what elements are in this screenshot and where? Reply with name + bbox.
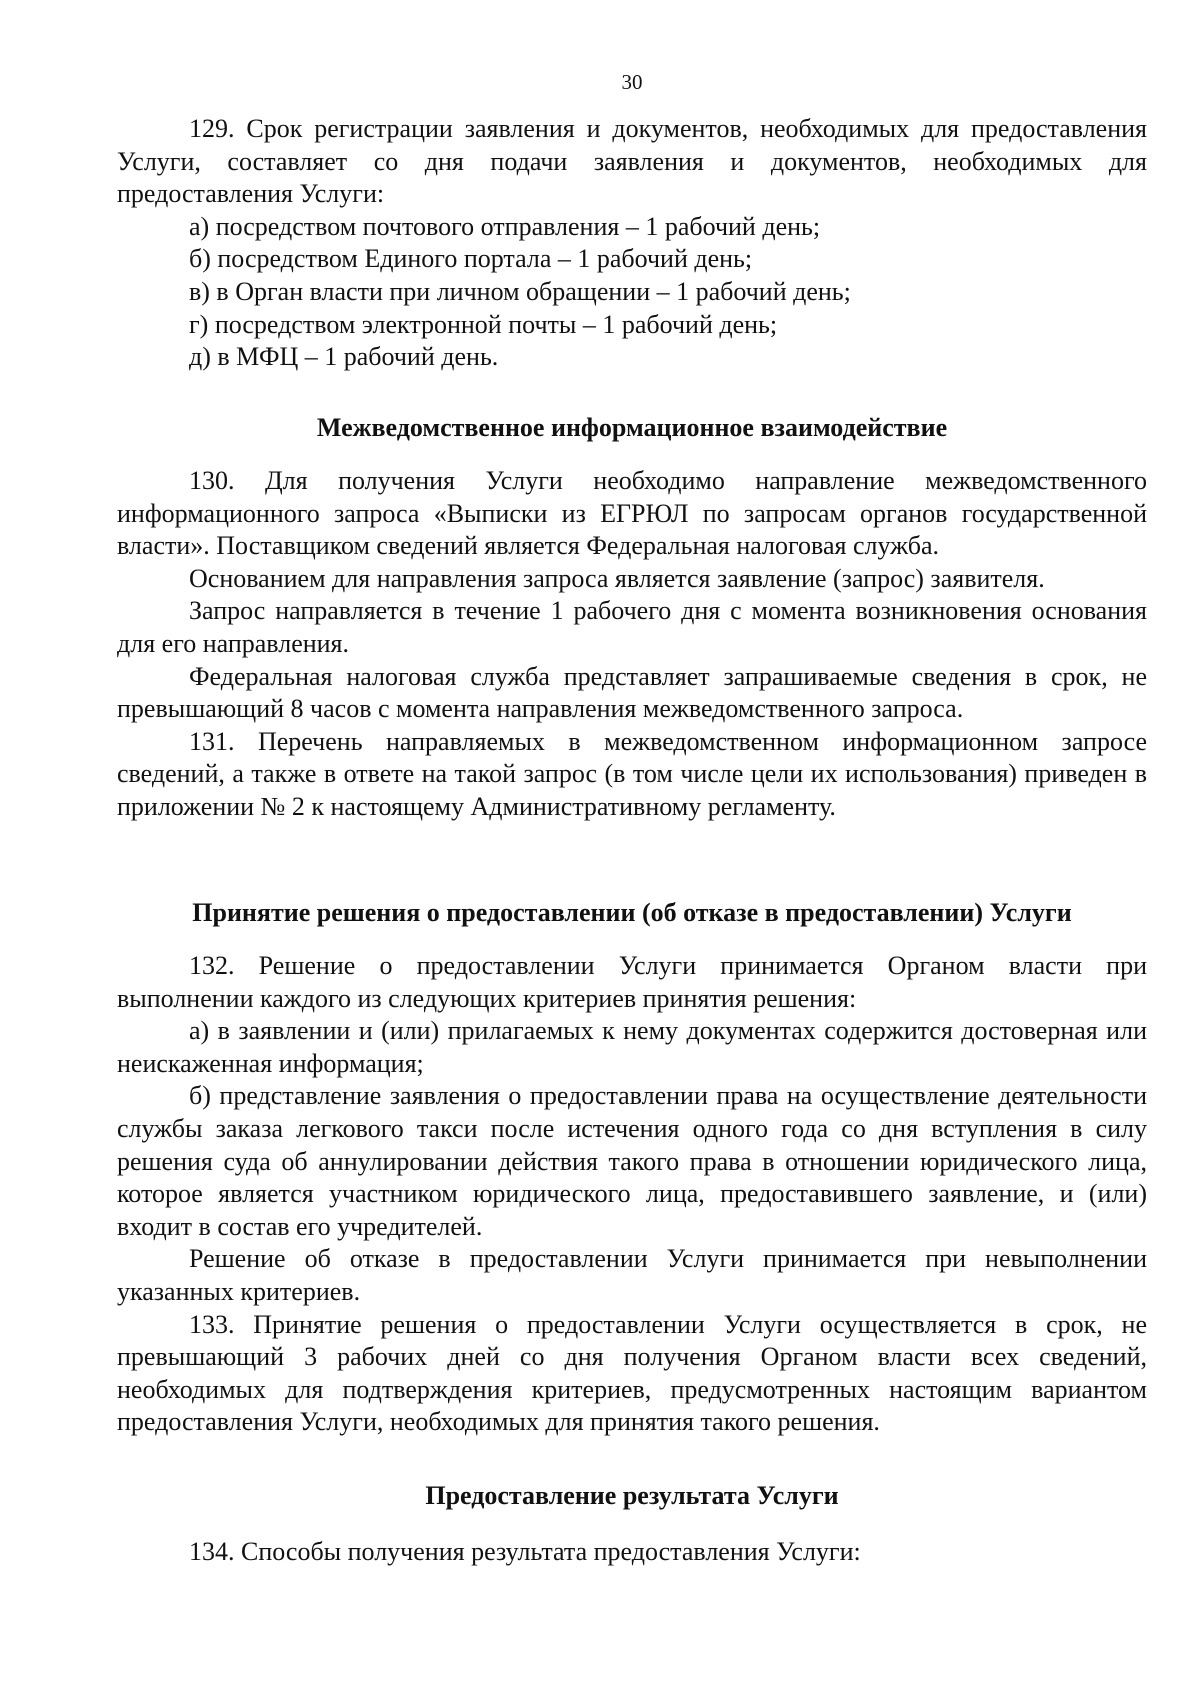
section-interagency-body xyxy=(117,465,1147,824)
paragraph-basis: Основанием для направления запроса является заявление (запрос) заявителя. xyxy=(189,563,1045,593)
paragraph-fns: Федеральная налоговая служба представляет запрашиваемые сведения в срок, не превышающий 8 часов с момента направления межведомственного запроса. xyxy=(117,661,1147,724)
paragraph-refusal: Решение об отказе в предоставлении Услуги принимается при невыполнении указанных критериев. xyxy=(117,1244,1147,1306)
list-item-a: а) посредством почтового отправления – 1 рабочий день; xyxy=(189,211,821,241)
paragraph-133: 133. Принятие решения о предоставлении Услуги осуществляется в срок, не превышающий 3 рабочих дней со дня получения Органом власти всех сведений, необходимых для подтверждения критериев, предусмотренных настоящим вариантом предоставления Услуги, необходимых для принятия такого решения. xyxy=(117,1309,1147,1437)
paragraph-134-block xyxy=(117,1536,1147,1569)
section-heading-interagency: Межведомственное информационное взаимодействие xyxy=(316,413,948,442)
paragraph-129-block xyxy=(117,113,1147,374)
paragraph-130: 130. Для получения Услуги необходимо направление межведомственного информационного запроса «Выписки из ЕГРЮЛ по запросам органов государственной власти». Поставщиком сведений является Федеральная налоговая служба. xyxy=(117,466,1147,561)
criterion-a: а) в заявлении и (или) прилагаемых к нему документах содержится достоверная или неискаженная информация; xyxy=(117,1016,1147,1078)
section-decision-body xyxy=(117,950,1147,1439)
section-heading-decision: Принятие решения о предоставлении (об отказе в предоставлении) Услуги xyxy=(192,898,1072,927)
list-item-d: д) в МФЦ – 1 рабочий день. xyxy=(189,342,499,372)
paragraph-132: 132. Решение о предоставлении Услуги принимается Органом власти при выполнении каждого из следующих критериев принятия решения: xyxy=(117,951,1147,1013)
page-number: 30 xyxy=(621,70,643,94)
list-item-g: г) посредством электронной почты – 1 рабочий день; xyxy=(189,309,778,339)
criterion-b: б) представление заявления о предоставлении права на осуществление деятельности службы заказа легкового такси после истечения одного года со дня вступления в силу решения суда об аннулировании действия такого права в отношении юридического лица, которое является участником юридического лица, предоставившего заявление, и (или) входит в состав его учредителей. xyxy=(117,1081,1147,1241)
paragraph-131: 131. Перечень направляемых в межведомственном информационном запросе сведений, а также в ответе на такой запрос (в том числе цели их использования) приведен в приложении № 2 к настоящему Административному регламенту. xyxy=(117,726,1147,821)
paragraph-129: 129. Срок регистрации заявления и документов, необходимых для предоставления Услуги, составляет со дня подачи заявления и документов, необходимых для предоставления Услуги: xyxy=(117,114,1147,209)
section-heading-result: Предоставление результата Услуги xyxy=(425,1481,839,1510)
paragraph-request-term: Запрос направляется в течение 1 рабочего дня с момента возникновения основания для его направления. xyxy=(117,596,1147,658)
list-item-b: б) посредством Единого портала – 1 рабочий день; xyxy=(189,244,753,274)
list-item-v: в) в Орган власти при личном обращении – 1 рабочий день; xyxy=(189,276,851,306)
paragraph-134: 134. Способы получения результата предоставления Услуги: xyxy=(189,1537,861,1566)
